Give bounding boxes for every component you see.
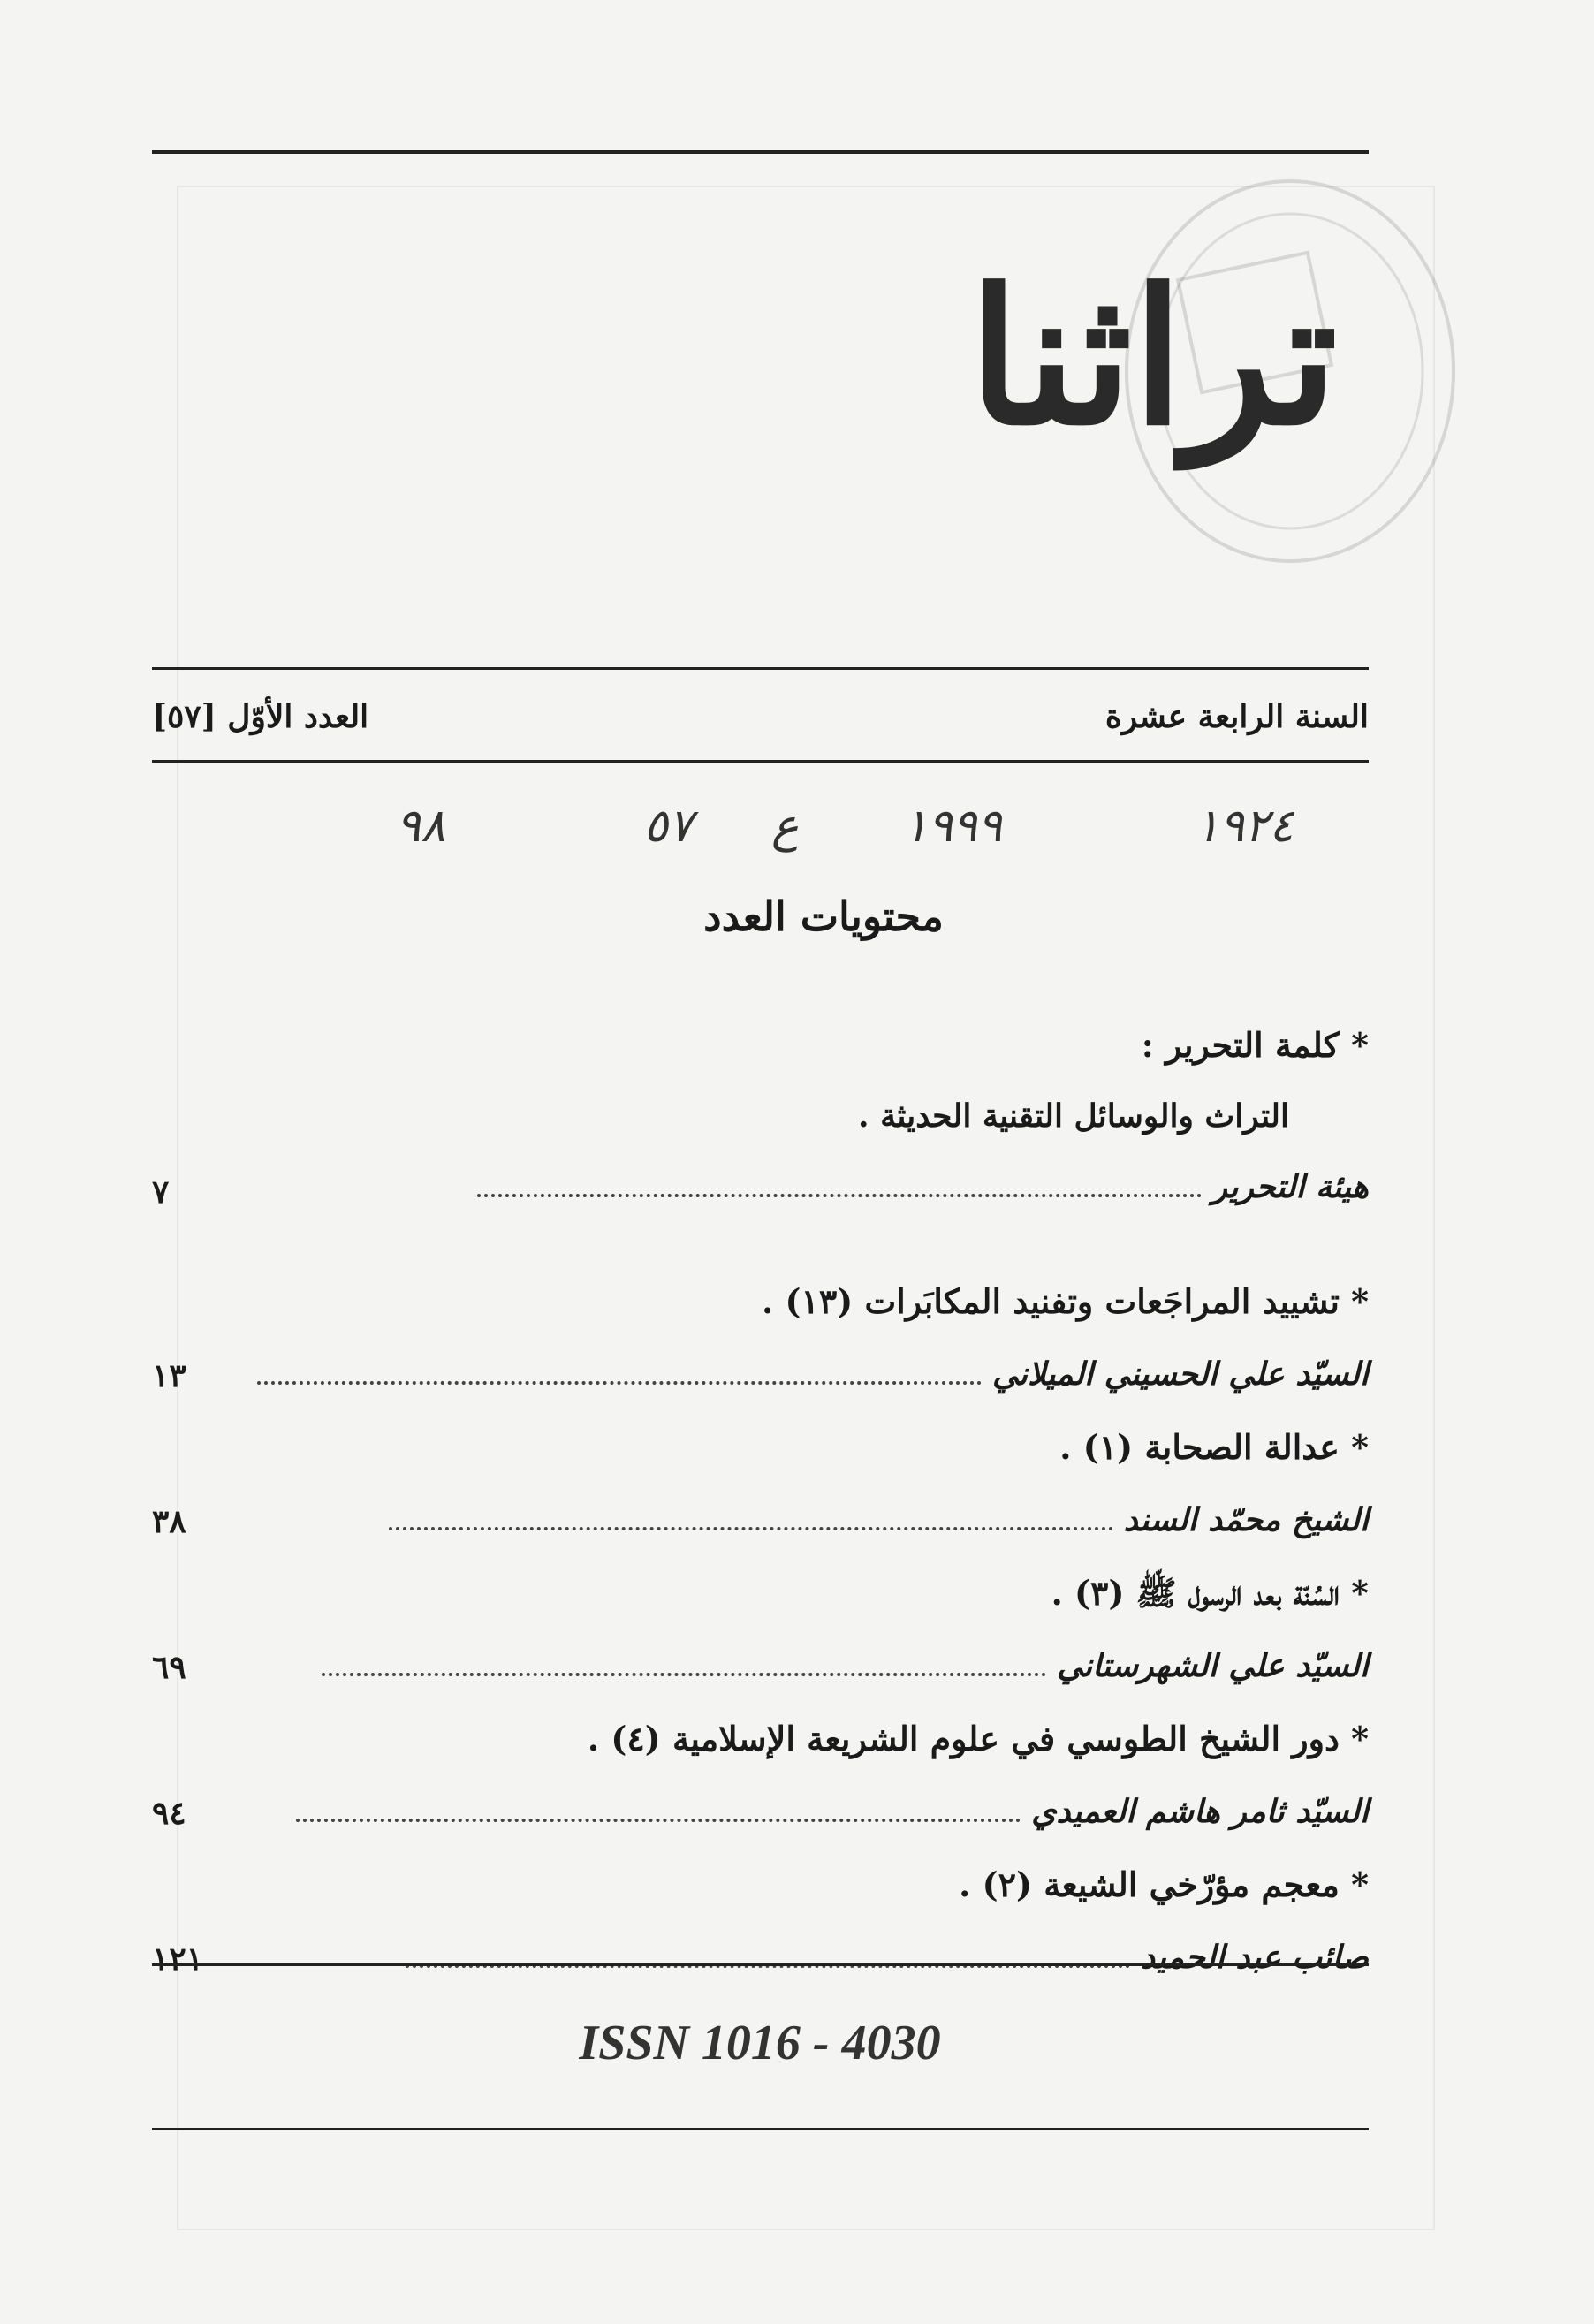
toc-entry xyxy=(152,1427,1369,1573)
entry-page: ١٣ xyxy=(152,1357,186,1394)
handwritten-note: ٥٧ xyxy=(643,800,693,853)
leader-dots xyxy=(296,1819,1021,1822)
entry-author-line xyxy=(152,1647,1369,1684)
toc-entry xyxy=(152,1719,1369,1865)
entry-page: ١٢١ xyxy=(152,1940,204,1978)
entry-author: السيّد ثامر هاشم العميدي xyxy=(1031,1792,1369,1830)
header-rule-bottom xyxy=(152,760,1369,763)
footer-rule-top xyxy=(152,1963,1369,1966)
entry-author-line xyxy=(152,1939,1369,1976)
toc-heading: محتويات العدد xyxy=(703,892,944,940)
leader-dots xyxy=(322,1673,1046,1676)
toc-entry xyxy=(152,1025,1369,1242)
leader-dots xyxy=(477,1194,1202,1197)
show-through-title xyxy=(495,265,990,601)
top-rule xyxy=(152,150,1369,154)
header-rule-top xyxy=(152,667,1369,670)
entry-subtitle: التراث والوسائل التقنية الحديثة . xyxy=(858,1097,1289,1135)
entry-author-line xyxy=(152,1168,1369,1205)
entry-title: * دور الشيخ الطوسي في علوم الشريعة الإسلامية (٤) . xyxy=(587,1719,1369,1758)
toc-entry xyxy=(152,1573,1369,1719)
issn-number: ISSN 1016 - 4030 xyxy=(579,2016,941,2070)
handwritten-notes xyxy=(265,800,1329,870)
leader-dots xyxy=(257,1381,982,1385)
toc-entry xyxy=(152,1281,1369,1427)
issue-number: العدد الأوّل [٥٧] xyxy=(152,698,369,735)
entry-page: ٩٤ xyxy=(152,1795,186,1832)
entry-title: * معجم مؤرّخي الشيعة (٢) . xyxy=(959,1865,1369,1904)
leader-dots xyxy=(389,1527,1113,1530)
entry-author: الشيخ محمّد السند xyxy=(1123,1500,1369,1538)
entry-author: السيّد علي الحسيني الميلاني xyxy=(991,1355,1369,1393)
issue-header xyxy=(152,698,1369,735)
entry-author-line xyxy=(152,1501,1369,1538)
entry-title: * عدالة الصحابة (١) . xyxy=(1059,1427,1369,1467)
entry-title: * كلمة التحرير : xyxy=(1141,1025,1369,1065)
footer-rule-bottom xyxy=(152,2128,1369,2130)
entry-author: السيّد علي الشهرستاني xyxy=(1057,1646,1369,1684)
handwritten-note: ١٩٩٩ xyxy=(903,800,1002,853)
journal-title: تراثنا xyxy=(968,248,1338,467)
entry-title: * السُنّة بعد الرسول ﷺ (٣) . xyxy=(1051,1573,1369,1613)
entry-author: صائب عبد الحميد xyxy=(1141,1938,1369,1976)
entry-page: ٣٨ xyxy=(152,1503,186,1540)
entry-page: ٦٩ xyxy=(152,1649,186,1686)
handwritten-note: ١٩٢٤ xyxy=(1195,800,1294,853)
entry-author: هيئة التحرير xyxy=(1211,1167,1369,1205)
toc-entry xyxy=(152,1865,1369,2010)
table-of-contents xyxy=(152,1025,1369,2010)
entry-title: * تشييد المراجَعات وتفنيد المكابَرات (١٣) . xyxy=(761,1281,1369,1321)
entry-author-line xyxy=(152,1356,1369,1393)
entry-author-line xyxy=(152,1793,1369,1830)
entry-page: ٧ xyxy=(152,1173,170,1211)
handwritten-note: ع xyxy=(770,800,799,853)
issue-year: السنة الرابعة عشرة xyxy=(1104,698,1369,735)
handwritten-note: ٩٨ xyxy=(396,800,445,853)
